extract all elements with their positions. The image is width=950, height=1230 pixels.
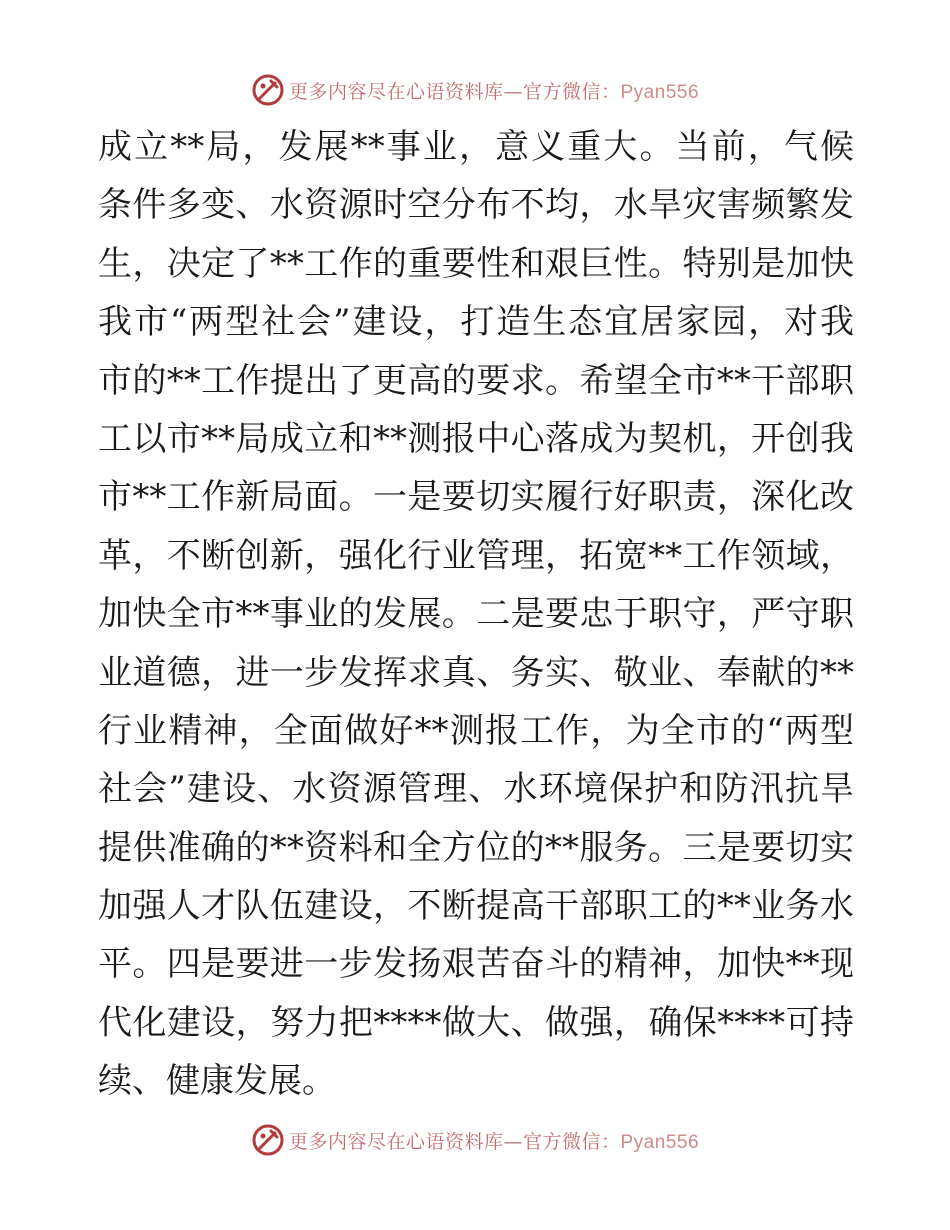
watermark-dash: — [503, 80, 523, 103]
paragraph-line: 续、健康发展。 [98, 1061, 336, 1102]
footer-watermark [0, 1120, 950, 1160]
watermark-wechat-label: 官方微信： [522, 1130, 621, 1153]
paragraph-line: 加强人才队伍建设，不断提高干部职工的**业务水 [98, 886, 854, 927]
paragraph-line: 代化建设，努力把****做大、做强，确保****可持 [98, 1002, 854, 1043]
paragraph-line: 成立**局，发展**事业，意义重大。当前，气候 [98, 127, 854, 167]
paragraph-line: 平。四是要进一步发扬艰苦奋斗的精神，加快**现 [98, 944, 854, 985]
paragraph-line: 革，不断创新，强化行业管理，拓宽**工作领域， [98, 535, 854, 576]
paragraph-line: 工以市**局成立和**测报中心落成为契机，开创我 [98, 418, 854, 459]
watermark-handle: Pyan556 [620, 81, 700, 103]
watermark-brand: 更多内容尽在心语资料库 [288, 1130, 504, 1153]
watermark-text [289, 1127, 699, 1154]
brand-logo-icon [251, 73, 285, 107]
paragraph-line: 行业精神，全面做好**测报工作，为全市的“两型 [98, 710, 854, 751]
paragraph-line: 业道德，进一步发挥求真、务实、敬业、奉献的** [98, 652, 854, 693]
paragraph-line: 社会”建设、水资源管理、水环境保护和防汛抗旱 [98, 769, 854, 810]
watermark-text [289, 77, 699, 104]
paragraph-line: 加快全市**事业的发展。二是要忠于职守，严守职 [98, 594, 854, 635]
paragraph-line: 市**工作新局面。一是要切实履行好职责，深化改 [98, 477, 854, 518]
watermark-handle: Pyan556 [620, 1131, 700, 1153]
paragraph-line: 提供准确的**资料和全方位的**服务。三是要切实 [98, 827, 854, 868]
document-body [98, 118, 854, 1111]
watermark-wechat-label: 官方微信： [522, 80, 621, 103]
paragraph-line: 条件多变、水资源时空分布不均，水旱灾害频繁发 [98, 185, 854, 226]
paragraph-line: 我市“两型社会”建设，打造生态宜居家园，对我 [98, 302, 854, 343]
watermark-dash: — [503, 1130, 523, 1153]
brand-logo-icon [251, 1123, 285, 1157]
paragraph-line: 市的**工作提出了更高的要求。希望全市**干部职 [98, 360, 854, 401]
watermark-brand: 更多内容尽在心语资料库 [288, 80, 504, 103]
paragraph-line: 生，决定了**工作的重要性和艰巨性。特别是加快 [98, 243, 854, 284]
header-watermark [0, 70, 950, 110]
